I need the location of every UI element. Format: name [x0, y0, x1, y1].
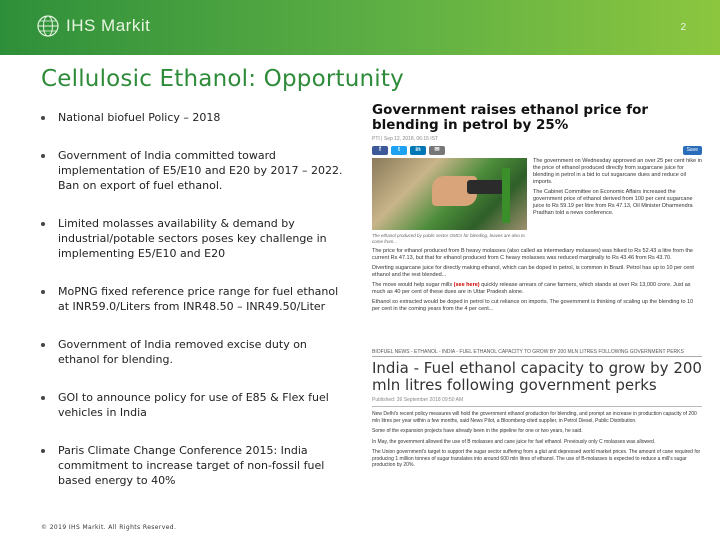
- article-paragraph: The Union government's target to support the sugar sector suffering from a glut and depressed world market prices. The amount of cane required for producing 1 million tonnes of sugar translates into around 600 mln litres of ethanol. The use of B-molasses is expected to reduce a mill's sugar production by 20%.: [372, 449, 701, 468]
- photo-nozzle: [467, 180, 507, 194]
- bullet-text: Government of India committed toward implementation of E5/E10 and E20 by 2017 – 2022. Ban on export of fuel ethanol.: [58, 149, 343, 192]
- article-body-row: [372, 146, 702, 245]
- article-date: Published: 26 September 2018 09:50 AM: [372, 397, 702, 407]
- article-paragraph: Ethanol so extracted would be doped in petrol to cut reliance on imports. The government is thinking of scaling up the blending to 10 per cent in the coming years from the 4 per cent...: [372, 299, 694, 312]
- article-right-column: [533, 146, 702, 245]
- globe-icon: [36, 14, 60, 38]
- bullet-text: National biofuel Policy – 2018: [58, 111, 221, 124]
- photo-caption: The ethanol produced by public sector OMCs for blending, leaves are also to come from...: [372, 233, 525, 244]
- bullet-item: [41, 284, 351, 314]
- linkedin-icon[interactable]: in: [410, 146, 426, 155]
- facebook-icon[interactable]: f: [372, 146, 388, 155]
- highlight-link[interactable]: (see here): [453, 282, 480, 288]
- email-icon[interactable]: ✉: [429, 146, 445, 155]
- twitter-icon[interactable]: t: [391, 146, 407, 155]
- bullet-item: [41, 390, 351, 420]
- social-share-bar: [372, 146, 527, 155]
- bullet-item: [41, 443, 351, 488]
- article-kicker: BIOFUEL NEWS - ETHANOL - INDIA - FUEL ETHANOL CAPACITY TO GROW BY 200 MLN LITRES FOLLOWING GOVERNMENT PERKS: [372, 349, 702, 357]
- save-button[interactable]: Save: [683, 146, 702, 155]
- article-paragraph: In May, the government allowed the use of B molasses and cane juice for fuel ethanol. Previously only C molasses was allowed.: [372, 438, 656, 445]
- bullet-text: MoPNG fixed reference price range for fuel ethanol at INR59.0/Liters from INR48.50 – INR49.50/Liter: [58, 285, 339, 313]
- bullet-item: [41, 216, 351, 261]
- bullet-dot: [41, 396, 45, 400]
- article-paragraph: Diverting sugarcane juice for directly making ethanol, which can be doped in petrol, is common in Brazil. Petrol has up to 10 per cent ethanol and the rest blended...: [372, 265, 694, 278]
- bullet-dot: [41, 290, 45, 294]
- article-meta: PTI | Sep 12, 2018, 06:15 IST: [372, 136, 439, 142]
- article-left-column: [372, 146, 527, 245]
- article-paragraph: New Delhi's recent policy measures will hold the government ethanol production for blending, and prompt an increase in production capacity of 200 mln litres per year within a few months, said News Pilot, a Bloomberg-cited supplier, in Petrol Diesel, Public Distribution.: [372, 411, 697, 424]
- news-clipping-ethanol-capacity: [372, 349, 702, 539]
- bullet-dot: [41, 222, 45, 226]
- bullet-dot: [41, 449, 45, 453]
- bullet-dot: [41, 154, 45, 158]
- bullet-text: Government of India removed excise duty on ethanol for blending.: [58, 338, 307, 366]
- bullet-item: [41, 148, 351, 193]
- bullet-dot: [41, 343, 45, 347]
- logo-text: IHS Markit: [66, 16, 151, 35]
- paragraph-text: quickly release arrears of cane farmers, which stands at over Rs 13,000 crore. Just as much as 40 per cent of these dues are in Uttar Pradesh alone.: [372, 282, 691, 295]
- company-logo: [36, 14, 150, 38]
- copyright-footer: © 2019 IHS Markit. All Rights Reserved.: [41, 524, 177, 531]
- article-headline: Government raises ethanol price for blending in petrol by 25%: [372, 103, 649, 133]
- save-bar: [533, 146, 702, 155]
- article-paragraph: The price for ethanol produced from B heavy molasses (also called as intermediary molasses) was hiked to Rs 52.43 a litre from the current Rs 47.13, but that for ethanol produced from C heavy molasses was reduced marginally to Rs 43.46 from Rs 43.70.: [372, 248, 693, 261]
- page-number: 2: [680, 22, 686, 33]
- bullet-list: [41, 110, 351, 511]
- article-headline: India - Fuel ethanol capacity to grow by 200 mln litres following government perks: [372, 359, 702, 394]
- photo-hose: [502, 168, 510, 223]
- bullet-item: [41, 110, 351, 125]
- news-clipping-ethanol-price: [372, 103, 702, 343]
- article-paragraph: [372, 282, 702, 296]
- bullet-text: GOI to announce policy for use of E85 & Flex fuel vehicles in India: [58, 391, 329, 419]
- fuel-pump-photo: [372, 158, 527, 230]
- bullet-text: Limited molasses availability & demand by industrial/potable sectors poses key challenge in implementing E5/E10 and E20: [58, 217, 327, 260]
- slide-title: Cellulosic Ethanol: Opportunity: [41, 66, 404, 92]
- article-lead-text: The government on Wednesday approved an over 25 per cent hike in the price of ethanol produced directly from sugarcane juice for blending in petrol in a bid to cut sugarcane dues and reduce oil imports.: [533, 158, 702, 185]
- article-body: [372, 411, 702, 469]
- article-paragraph: Some of the expansion projects have already been in the pipeline for one or two years, he said.: [372, 428, 583, 434]
- header-band: [0, 0, 720, 55]
- bullet-dot: [41, 116, 45, 120]
- bullet-text: Paris Climate Change Conference 2015: India commitment to increase target of non-fossil fuel based energy to 40%: [58, 444, 325, 487]
- bullet-item: [41, 337, 351, 367]
- paragraph-text: The move would help sugar mills: [372, 282, 454, 288]
- article-text: The Cabinet Committee on Economic Affairs increased the government price of ethanol derived from 100 per cent sugarcane juice to Rs 59.19 per litre from Rs 47.13, Oil Minister Dharmendra Pradhan told a news conference.: [533, 189, 693, 216]
